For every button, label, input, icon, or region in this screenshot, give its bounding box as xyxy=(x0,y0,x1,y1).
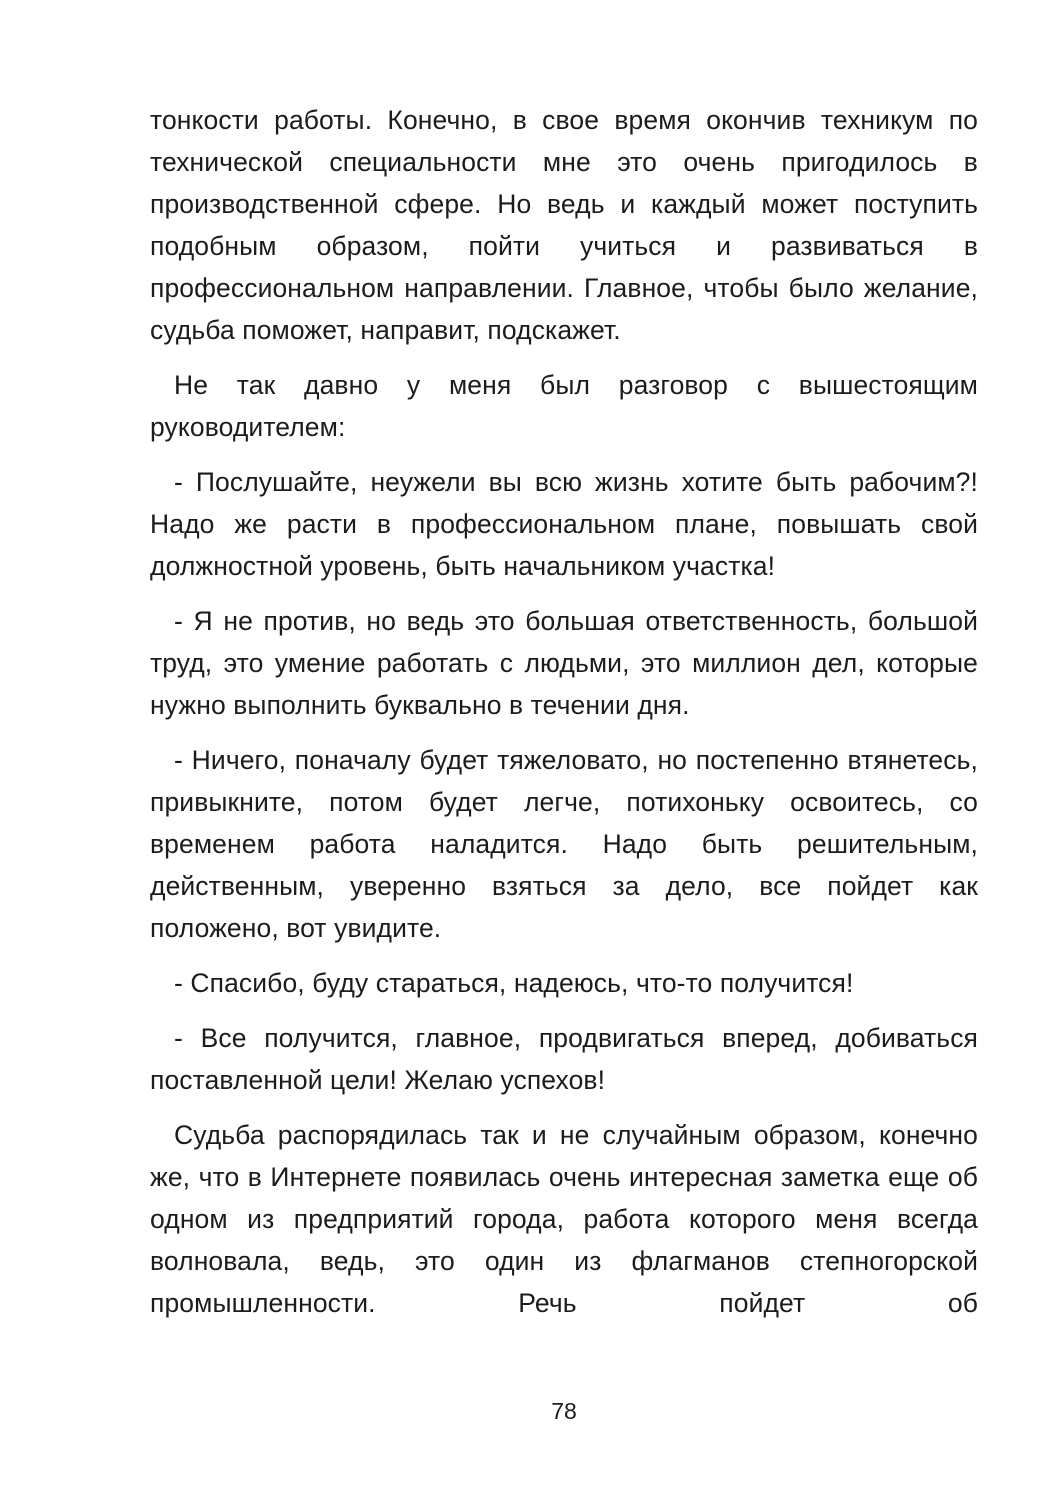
paragraph: - Спасибо, буду стараться, надеюсь, что-то получится! xyxy=(174,968,854,998)
paragraph: Судьба распорядилась так и не случайным образом, конечно же, что в Интернете появилась очень интересная заметка еще об одном из предприятий города, работа которого меня всегда волновала, ведь, это один из флагманов степногорской промышленности. Речь пойдет об xyxy=(150,1120,978,1318)
text-column xyxy=(150,99,978,1337)
paragraph: Не так давно у меня был разговор с вышестоящим руководителем: xyxy=(150,370,978,442)
paragraph: - Все получится, главное, продвигаться вперед, добиваться поставленной цели! Желаю успехов! xyxy=(150,1023,978,1095)
paragraph: - Ничего, поначалу будет тяжеловато, но постепенно втянетесь, привыкните, потом будет легче, потихоньку освоитесь, со временем работа наладится. Надо быть решительным, действенным, уверенно взяться за дело, все пойдет как положено, вот увидите. xyxy=(150,745,978,943)
paragraph: - Послушайте, неужели вы всю жизнь хотите быть рабочим?! Надо же расти в профессиональном плане, повышать свой должностной уровень, быть начальником участка! xyxy=(150,467,978,581)
paragraph: - Я не против, но ведь это большая ответственность, большой труд, это умение работать с людьми, это миллион дел, которые нужно выполнить буквально в течении дня. xyxy=(150,606,978,720)
page-number: 78 xyxy=(551,1398,577,1424)
paragraph: тонкости работы. Конечно, в свое время окончив техникум по технической специальности мне это очень пригодилось в производственной сфере. Но ведь и каждый может поступить подобным образом, пойти учиться и развиваться в профессиональном направлении. Главное, чтобы было желание, судьба поможет, направит, подскажет. xyxy=(150,105,978,345)
